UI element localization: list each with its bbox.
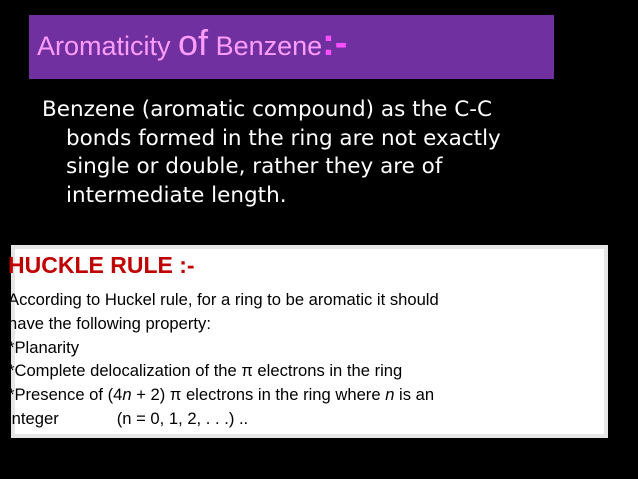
huckle-rule-heading: HUCKLE RULE :-	[8, 252, 195, 278]
huckle-line-3: *Planarity	[8, 337, 80, 357]
title-suffix: :-	[322, 22, 348, 64]
huckle-line-6	[8, 407, 603, 431]
body-paragraph	[42, 96, 562, 210]
huckle-line-5-part-e: is an	[394, 385, 435, 405]
huckle-line-5-var-n: n	[122, 385, 132, 405]
slide-title	[37, 22, 347, 72]
huckle-line-5	[8, 383, 603, 407]
huckle-line-4: *Complete delocalization of the π electrons in the ring	[8, 361, 403, 381]
huckle-line-5-part-a: *Presence of (4	[8, 385, 123, 405]
body-line-2: bonds formed in the ring are not exactly	[66, 125, 501, 151]
huckle-line-5-part-c: + 2) π electrons in the ring where	[131, 385, 386, 405]
huckle-rule-text	[8, 288, 603, 431]
huckle-line-6-integer: integer	[8, 408, 59, 428]
body-line-3: single or double, rather they are of	[66, 154, 443, 179]
huckle-line-2: have the following property:	[8, 313, 211, 333]
huckle-line-5-var-n2: n	[385, 385, 395, 405]
body-line-4: intermediate length.	[66, 182, 287, 208]
title-word-of: of	[178, 22, 209, 63]
title-word-aromaticity: Aromaticity	[37, 31, 179, 61]
title-word-benzene: Benzene	[208, 31, 323, 61]
huckle-line-6-values: (n = 0, 1, 2, . . .) ..	[116, 408, 249, 428]
body-line-1: Benzene (aromatic compound) as the C-C	[42, 97, 493, 122]
huckle-line-1: According to Huckel rule, for a ring to be aromatic it should	[8, 290, 439, 309]
